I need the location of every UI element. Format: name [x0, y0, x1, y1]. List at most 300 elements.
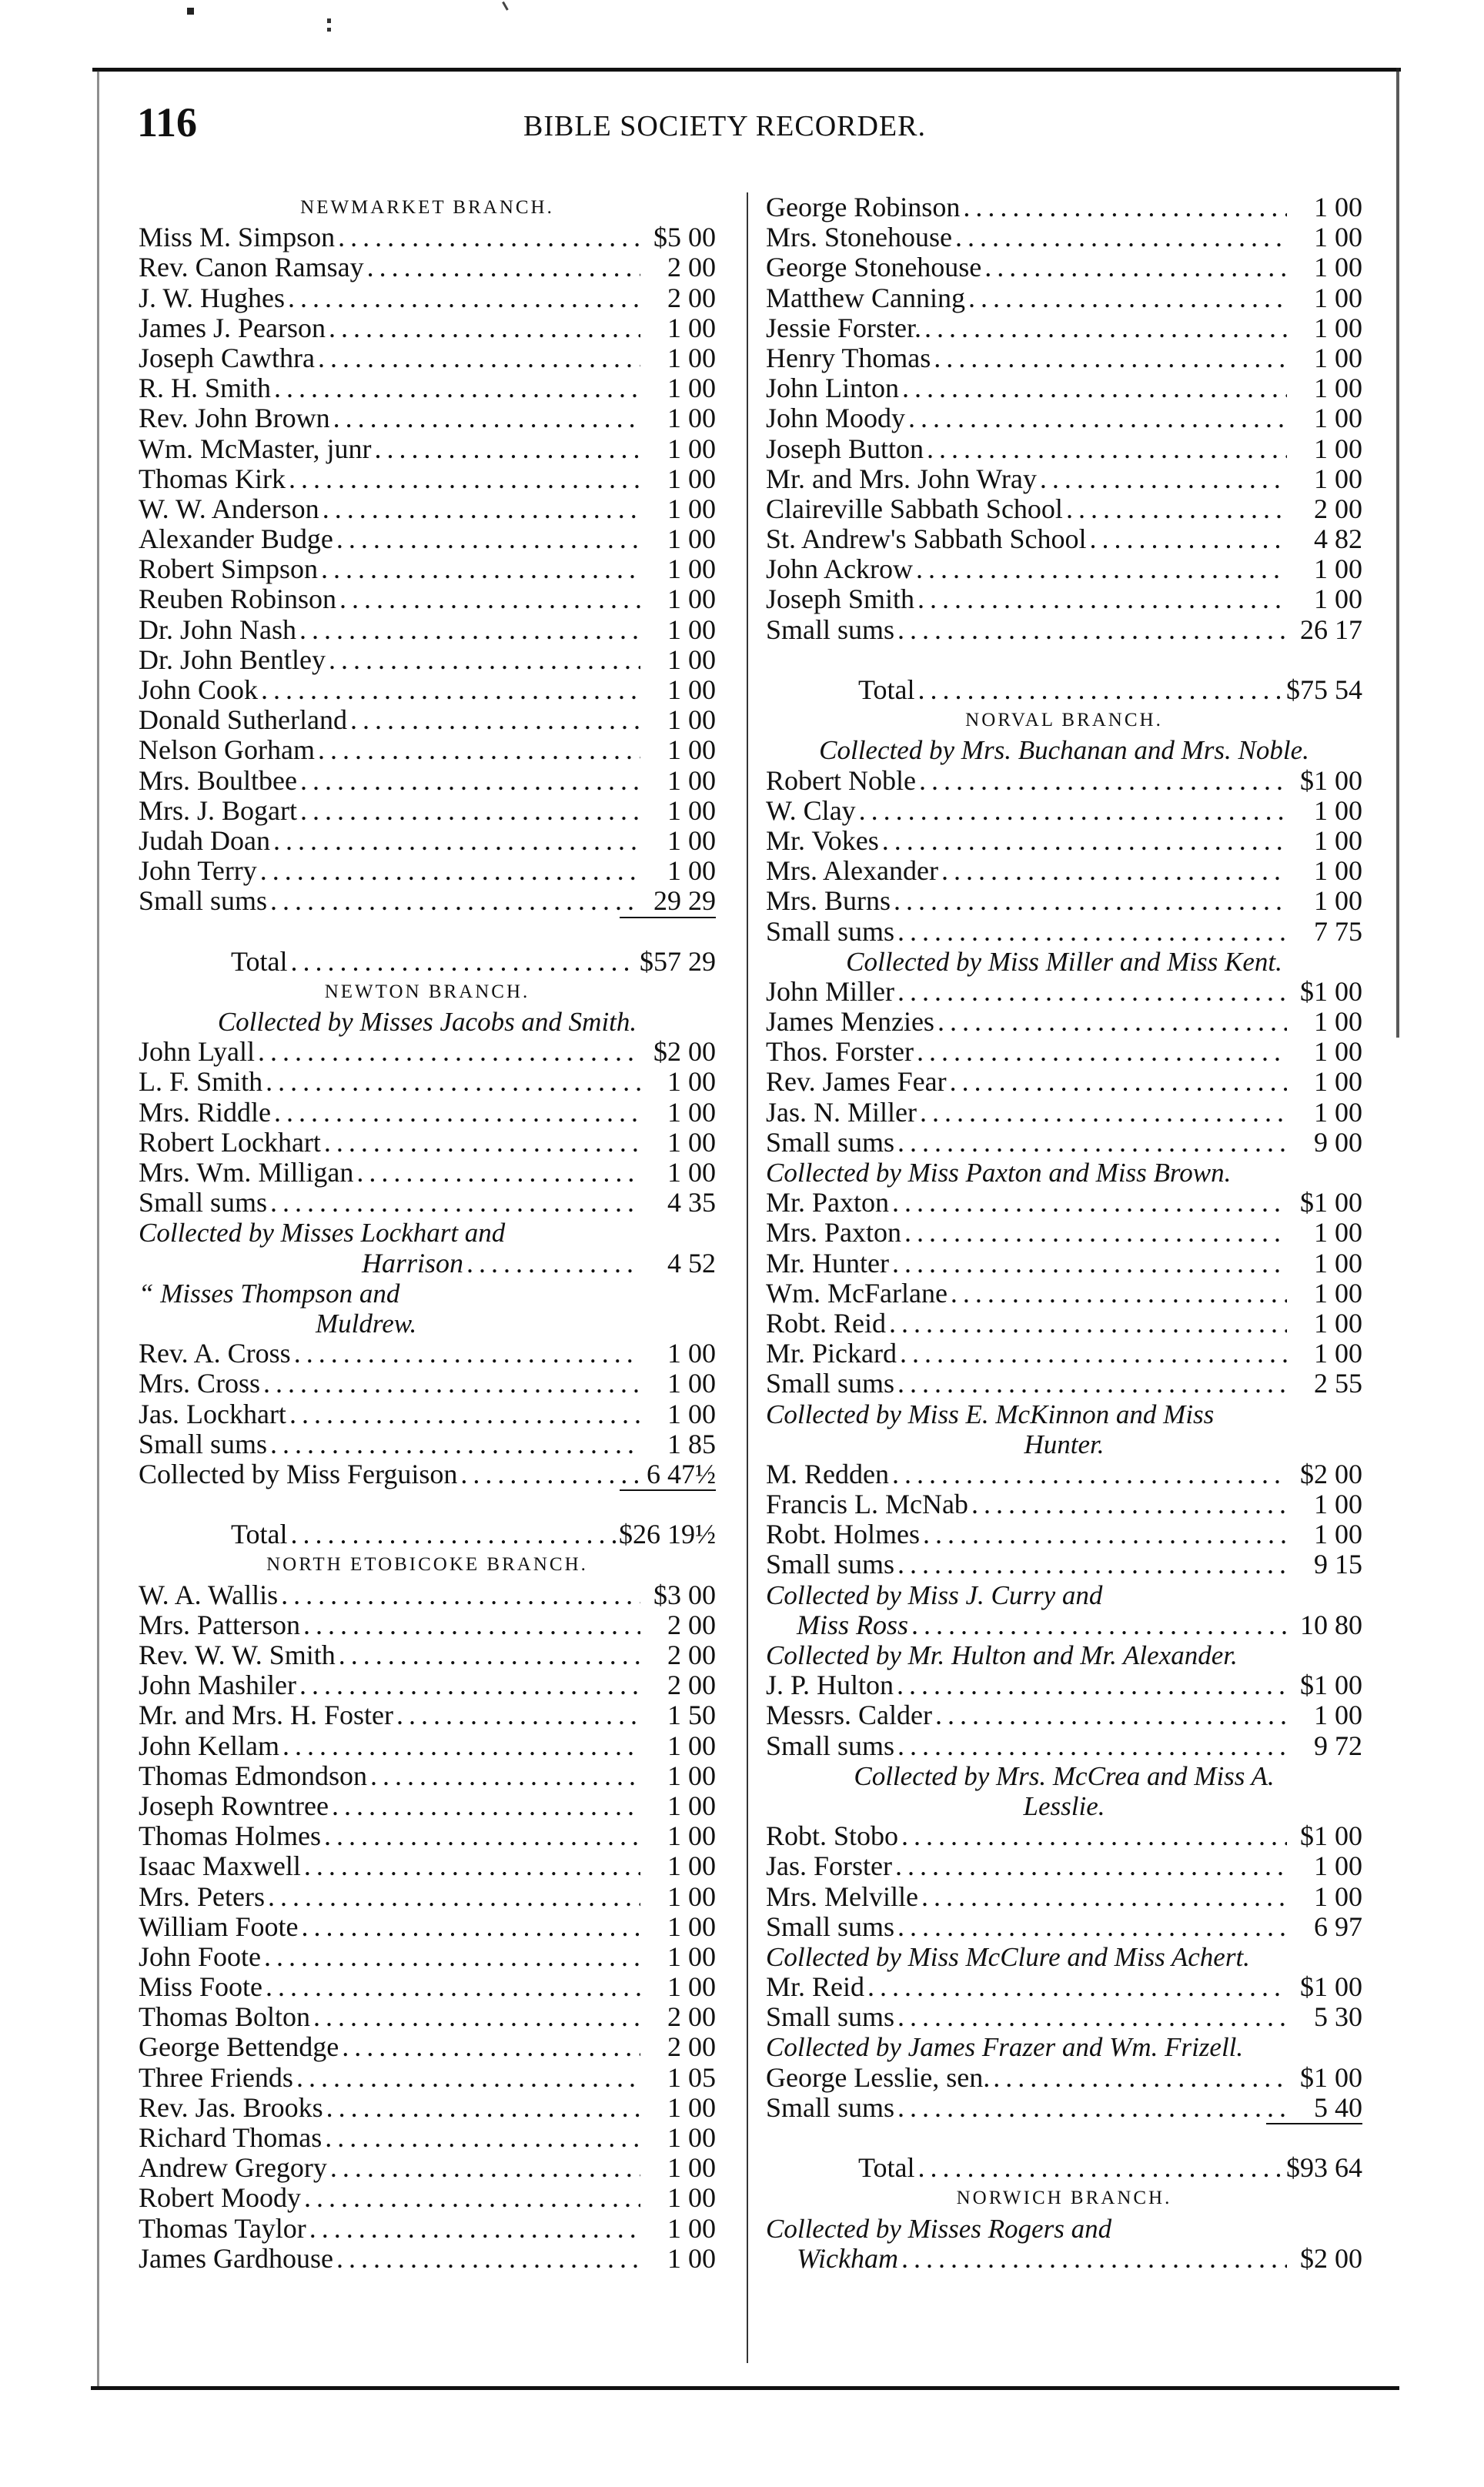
collector-note: Collected by Misses Lockhart and — [139, 1218, 506, 1249]
contribution-row — [766, 1037, 1362, 1067]
total-label: Total — [231, 945, 288, 977]
contribution-row — [766, 1218, 1362, 1248]
leader-dots — [302, 1912, 640, 1942]
collector-note: Collected by Miss E. McKinnon and Miss — [766, 1399, 1215, 1429]
contribution-row — [139, 1700, 716, 1730]
leader-dots — [318, 735, 640, 765]
leader-dots — [329, 645, 640, 675]
contribution-row — [766, 615, 1362, 645]
contribution-row — [766, 1309, 1362, 1339]
contribution-row — [139, 2153, 716, 2183]
contribution-amount: 10 80 — [1300, 1609, 1362, 1640]
contribution-amount: 1 00 — [667, 1940, 716, 1972]
contributor-name: George Robinson — [766, 192, 961, 222]
contribution-row — [139, 1912, 716, 1942]
contributor-name: Claireville Sabbath School — [766, 493, 1063, 524]
leader-dots — [924, 313, 1287, 343]
leader-dots — [304, 2183, 640, 2213]
total-row — [139, 947, 716, 977]
leader-dots — [318, 343, 640, 373]
leader-dots — [921, 1882, 1287, 1912]
contributor-name: James Menzies — [766, 1006, 934, 1038]
contribution-amount: $1 00 — [1300, 764, 1362, 796]
leader-dots — [901, 2244, 1287, 2274]
contributor-name: Mr. Reid — [766, 1971, 865, 2003]
contribution-row — [139, 1188, 716, 1218]
contributor-name: John Ackrow — [766, 553, 913, 585]
contribution-amount: 2 00 — [667, 282, 716, 313]
contributor-name: Robt. Holmes — [766, 1519, 921, 1550]
contributor-name: Rev. Jas. Brooks — [139, 2091, 323, 2123]
contributor-name: J. W. Hughes — [139, 282, 286, 313]
contribution-row — [139, 1459, 716, 1489]
contribution-row — [139, 1339, 716, 1369]
contribution-amount: 1 00 — [667, 1820, 716, 1852]
leader-dots — [920, 1098, 1287, 1128]
speck-mark — [502, 2, 509, 11]
contribution-amount: 1 00 — [667, 704, 716, 736]
contribution-amount: 1 00 — [667, 734, 716, 766]
contribution-row — [766, 252, 1362, 282]
contributor-name: Small sums — [139, 1428, 268, 1459]
total-amount: $93 64 — [1286, 2152, 1362, 2184]
running-head: BIBLE SOCIETY RECORDER. — [523, 110, 926, 142]
leader-dots — [917, 2153, 1283, 2183]
contribution-row — [139, 1851, 716, 1881]
leader-dots — [329, 313, 640, 343]
leader-dots — [268, 1882, 640, 1912]
contribution-amount: 1 50 — [667, 1700, 716, 1731]
contribution-row — [766, 1249, 1362, 1279]
leader-dots — [304, 1851, 640, 1881]
contribution-amount: 1 00 — [667, 794, 716, 826]
contribution-amount: 1 00 — [1314, 1217, 1362, 1249]
collector-note: “ Misses Thompson and — [139, 1278, 400, 1309]
contribution-row — [766, 192, 1362, 222]
contribution-amount: 2 00 — [1314, 493, 1362, 524]
contribution-amount: 1 00 — [1314, 342, 1362, 373]
contribution-row — [766, 826, 1362, 856]
leader-dots — [339, 584, 640, 614]
contributor-name: Three Friends — [139, 2061, 293, 2093]
total-amount: $57 29 — [640, 945, 716, 977]
leader-dots — [326, 2093, 640, 2123]
contributor-name: George Bettendge — [139, 2031, 339, 2063]
contributor-name: Alexander Budge — [139, 523, 333, 555]
contributor-name: Rev. John Brown — [139, 403, 330, 434]
speck-mark — [187, 8, 194, 15]
contribution-row — [766, 222, 1362, 252]
page-frame-top — [92, 68, 1401, 72]
contribution-amount: 1 85 — [667, 1428, 716, 1459]
contribution-amount: $1 00 — [1300, 2061, 1362, 2093]
contribution-row — [139, 1670, 716, 1700]
speck-mark — [327, 28, 331, 32]
leader-dots — [290, 1519, 616, 1549]
contribution-row — [766, 584, 1362, 614]
contributor-name: L. F. Smith — [139, 1066, 263, 1098]
contribution-amount: 1 00 — [1314, 1006, 1362, 1038]
leader-dots — [897, 917, 1287, 947]
total-amount: $26 19½ — [619, 1519, 716, 1550]
contributor-name: John Lyall — [139, 1036, 255, 1068]
contribution-amount: $2 00 — [1300, 2242, 1362, 2274]
contribution-row — [139, 1399, 716, 1429]
leader-dots — [892, 1249, 1287, 1279]
contribution-row — [766, 313, 1362, 343]
leader-dots — [889, 1309, 1287, 1339]
leader-dots — [897, 1549, 1287, 1579]
contributor-name: Robert Lockhart — [139, 1126, 321, 1158]
contributor-name: W. W. Anderson — [139, 493, 319, 524]
leader-dots — [356, 1158, 640, 1188]
leader-dots — [466, 1249, 640, 1279]
contribution-amount: 1 00 — [1314, 312, 1362, 343]
branch-heading: NORWICH BRANCH. — [956, 2188, 1172, 2209]
print-specks — [0, 0, 1484, 92]
contributor-name: Mrs. Stonehouse — [766, 222, 952, 253]
contribution-row — [766, 1519, 1362, 1549]
contribution-amount: 6 47½ — [647, 1458, 716, 1489]
leader-dots — [374, 434, 640, 464]
contribution-row — [139, 2002, 716, 2032]
contribution-amount: 1 00 — [667, 553, 716, 585]
contributor-name: Wickham — [797, 2242, 898, 2274]
contribution-row — [139, 1249, 716, 1279]
leader-dots — [273, 826, 640, 856]
contribution-amount: 1 00 — [1314, 1066, 1362, 1098]
page-frame-bottom — [91, 2386, 1399, 2390]
contribution-row — [766, 524, 1362, 554]
total-row — [766, 2153, 1362, 2183]
leader-dots — [299, 615, 640, 645]
contribution-row — [766, 796, 1362, 826]
collector-note: Collected by Mrs. Buchanan and Mrs. Noble. — [819, 735, 1309, 766]
contributor-name: Judah Doan — [139, 824, 270, 856]
leader-dots — [330, 2153, 640, 2183]
contributor-name: Jas. Lockhart — [139, 1398, 286, 1429]
contribution-amount: 4 52 — [667, 1247, 716, 1279]
contribution-row — [766, 1821, 1362, 1851]
leader-dots — [902, 373, 1287, 403]
total-label: Total — [858, 2152, 915, 2184]
leader-dots — [336, 524, 640, 554]
contributor-name: Mrs. J. Bogart — [139, 794, 297, 826]
contribution-amount: 1 00 — [1314, 794, 1362, 826]
contributor-name: Thomas Bolton — [139, 2001, 310, 2033]
contributor-name: Joseph Smith — [766, 583, 915, 615]
contribution-amount: 1 00 — [1314, 553, 1362, 585]
contribution-row — [766, 373, 1362, 403]
leader-dots — [289, 1399, 640, 1429]
contribution-amount: 1 00 — [1314, 1880, 1362, 1912]
contribution-row — [139, 886, 716, 916]
total-row — [766, 675, 1362, 705]
branch-heading: NORTH ETOBICOKE BRANCH. — [266, 1554, 588, 1576]
contribution-row — [139, 2032, 716, 2062]
contribution-row — [766, 1128, 1362, 1158]
contributor-name: George Stonehouse — [766, 252, 982, 283]
leader-dots — [263, 1369, 640, 1399]
leader-dots — [300, 796, 640, 826]
contribution-row — [766, 1459, 1362, 1489]
contribution-amount: 1 00 — [667, 2212, 716, 2244]
contribution-row — [139, 434, 716, 464]
contribution-amount: 1 00 — [667, 1910, 716, 1942]
contributor-name: Nelson Gorham — [139, 734, 315, 766]
leader-dots — [934, 343, 1287, 373]
contributor-name: Wm. McMaster, junr — [139, 433, 372, 464]
leader-dots — [941, 856, 1287, 886]
leader-dots — [333, 403, 640, 433]
contribution-amount: 1 00 — [1314, 824, 1362, 856]
contribution-amount: 2 00 — [667, 2031, 716, 2063]
collector-note: Muldrew. — [316, 1308, 417, 1339]
contribution-amount: 1 00 — [1314, 1850, 1362, 1882]
collector-note: Collected by Miss J. Curry and — [766, 1579, 1103, 1610]
leader-dots — [968, 283, 1287, 313]
contributor-name: Mrs. Patterson — [139, 1609, 300, 1640]
collector-note: Collected by Misses Rogers and — [766, 2213, 1112, 2244]
contribution-row — [139, 1128, 716, 1158]
contributor-name: St. Andrew's Sabbath School — [766, 523, 1087, 555]
contribution-row — [139, 1942, 716, 1972]
contributor-name: Small sums — [139, 1187, 268, 1218]
contributor-name: Mrs. Wm. Milligan — [139, 1157, 354, 1188]
contributor-name: Mr. and Mrs. H. Foster — [139, 1700, 393, 1731]
contributor-name: Mr. Hunter — [766, 1247, 889, 1279]
contribution-row — [139, 1369, 716, 1399]
contribution-amount: 1 00 — [1314, 222, 1362, 253]
contribution-row — [139, 735, 716, 765]
contributor-name: Rev. Canon Ramsay — [139, 252, 364, 283]
leader-dots — [270, 1188, 640, 1218]
leader-dots — [258, 1037, 640, 1067]
contribution-row — [766, 917, 1362, 947]
contribution-row — [139, 2214, 716, 2244]
contributor-name: Robt. Reid — [766, 1307, 887, 1339]
contribution-row — [139, 373, 716, 403]
contributor-name: Thomas Edmondson — [139, 1760, 367, 1791]
contribution-row — [139, 343, 716, 373]
leader-dots — [904, 1218, 1287, 1248]
leader-dots — [300, 766, 640, 796]
contribution-row — [766, 2063, 1362, 2093]
leader-dots — [294, 1339, 640, 1369]
leader-dots — [325, 2123, 640, 2153]
contributor-name: Mr. and Mrs. John Wray — [766, 463, 1037, 494]
contributor-name: James J. Pearson — [139, 312, 326, 343]
leader-dots — [901, 1821, 1287, 1851]
leader-dots — [274, 1098, 640, 1128]
contributor-name: Joseph Button — [766, 433, 924, 464]
contributor-name: Jas. N. Miller — [766, 1096, 917, 1128]
contribution-amount: 1 00 — [667, 855, 716, 887]
leader-dots — [935, 1700, 1287, 1730]
contribution-row — [139, 1761, 716, 1791]
contribution-row — [139, 524, 716, 554]
contributor-name: Mrs. Riddle — [139, 1096, 272, 1128]
contribution-amount: 1 00 — [1314, 433, 1362, 464]
contribution-row — [139, 283, 716, 313]
contribution-amount: 1 00 — [1314, 1247, 1362, 1279]
spacer-row — [766, 2123, 1362, 2153]
contribution-amount: 1 00 — [667, 2182, 716, 2214]
contributor-name: George Lesslie, sen. — [766, 2061, 991, 2093]
branch-heading: NEWMARKET BRANCH. — [300, 197, 554, 218]
leader-dots — [370, 1761, 640, 1791]
column-divider — [747, 192, 748, 2363]
leader-dots — [950, 1067, 1287, 1097]
contribution-row — [139, 1067, 716, 1097]
contribution-amount: 1 00 — [667, 1096, 716, 1128]
contribution-row — [139, 1429, 716, 1459]
total-label: Total — [858, 674, 915, 705]
collector-note: Lesslie. — [1023, 1790, 1105, 1821]
contribution-row — [766, 434, 1362, 464]
contribution-amount: $5 00 — [653, 222, 716, 253]
contributor-name: Messrs. Calder — [766, 1700, 932, 1731]
contribution-amount: $3 00 — [653, 1579, 716, 1610]
contribution-amount: $2 00 — [653, 1036, 716, 1068]
collector-note: Collected by Miss McClure and Miss Achert. — [766, 1941, 1250, 1972]
leader-dots — [984, 252, 1287, 282]
contributor-name: John Cook — [139, 674, 259, 705]
contributor-name: Thomas Kirk — [139, 463, 286, 494]
contribution-row — [766, 1369, 1362, 1399]
contribution-row — [139, 615, 716, 645]
contributor-name: Richard Thomas — [139, 2122, 323, 2153]
contributor-name: John Terry — [139, 855, 257, 887]
contribution-amount: 1 00 — [667, 2152, 716, 2184]
contributor-name: Mr. Pickard — [766, 1338, 897, 1369]
leader-dots — [917, 1037, 1287, 1067]
contribution-row — [766, 554, 1362, 584]
contribution-amount: 1 00 — [1314, 1277, 1362, 1309]
contributor-name: Robert Moody — [139, 2182, 301, 2214]
contributor-name: Mrs. Alexander — [766, 855, 938, 887]
contributor-name: Small sums — [766, 1126, 895, 1158]
contribution-row — [139, 2123, 716, 2153]
contribution-row — [766, 1339, 1362, 1369]
contributor-name: Francis L. McNab — [766, 1489, 968, 1520]
leader-dots — [927, 434, 1287, 464]
contribution-amount: 1 00 — [1314, 1519, 1362, 1550]
contribution-row — [139, 826, 716, 856]
contribution-row — [139, 1882, 716, 1912]
leader-dots — [971, 1489, 1287, 1519]
contribution-row — [766, 1007, 1362, 1037]
spacer-row — [139, 1489, 716, 1519]
contribution-row — [139, 705, 716, 735]
contribution-amount: 1 00 — [667, 643, 716, 675]
contribution-amount: 29 29 — [653, 885, 716, 917]
leader-dots — [460, 1459, 640, 1489]
contribution-amount: 1 00 — [667, 2242, 716, 2274]
contribution-amount: 1 00 — [1314, 855, 1362, 887]
leader-dots — [951, 1279, 1287, 1309]
contributor-name: Dr. John Nash — [139, 613, 296, 645]
contributor-name: R. H. Smith — [139, 373, 272, 404]
contribution-amount: 1 00 — [667, 1066, 716, 1098]
leader-dots — [894, 886, 1287, 916]
contribution-row — [766, 1882, 1362, 1912]
contributor-name: Dr. John Bentley — [139, 643, 326, 675]
contribution-amount: 1 00 — [1314, 1096, 1362, 1128]
contributor-name: Robt. Stobo — [766, 1820, 899, 1852]
contributor-name: Thos. Forster — [766, 1036, 914, 1068]
contributor-name: Small sums — [766, 2091, 895, 2123]
contribution-row — [766, 1972, 1362, 2002]
contribution-row — [139, 2063, 716, 2093]
contribution-amount: 1 00 — [667, 1398, 716, 1429]
contributor-name: Mrs. Boultbee — [139, 764, 297, 796]
contribution-row — [766, 403, 1362, 433]
leader-dots — [323, 494, 640, 524]
contribution-amount: 1 00 — [1314, 1307, 1362, 1339]
leader-dots — [897, 1731, 1287, 1761]
contribution-row — [139, 645, 716, 675]
spacer-row — [766, 645, 1362, 675]
contribution-row — [766, 1700, 1362, 1730]
leader-dots — [908, 403, 1287, 433]
contribution-amount: 2 00 — [667, 2001, 716, 2033]
contribution-amount: 2 00 — [667, 1609, 716, 1640]
contribution-amount: 1 00 — [667, 373, 716, 404]
leader-dots — [342, 2032, 640, 2062]
contribution-row — [766, 1670, 1362, 1700]
contributor-name: Mrs. Cross — [139, 1368, 261, 1399]
leader-dots — [260, 856, 640, 886]
contributor-name: Joseph Cawthra — [139, 342, 315, 373]
contribution-amount: $1 00 — [1300, 1187, 1362, 1218]
contribution-row — [766, 2093, 1362, 2123]
contributor-name: Isaac Maxwell — [139, 1850, 301, 1882]
leader-dots — [938, 1007, 1287, 1037]
contribution-row — [139, 1098, 716, 1128]
contribution-amount: 2 00 — [667, 252, 716, 283]
contribution-row — [139, 675, 716, 705]
leader-dots — [309, 2214, 640, 2244]
leader-dots — [324, 1128, 640, 1158]
contribution-amount: 2 00 — [667, 1670, 716, 1701]
leader-dots — [963, 192, 1287, 222]
spacer-row — [139, 917, 716, 947]
leader-dots — [892, 1459, 1287, 1489]
contribution-row — [139, 1731, 716, 1761]
leader-dots — [288, 283, 640, 313]
contributor-name: John Mashiler — [139, 1670, 296, 1701]
contributor-name: Small sums — [766, 1730, 895, 1761]
contribution-amount: 1 00 — [667, 1880, 716, 1912]
contribution-amount: 1 00 — [667, 1368, 716, 1399]
contribution-row — [139, 554, 716, 584]
contribution-amount: $1 00 — [1300, 1670, 1362, 1701]
contributor-name: Robert Simpson — [139, 553, 319, 585]
contribution-amount: 1 00 — [667, 1790, 716, 1821]
contributor-name: Jas. Forster — [766, 1850, 892, 1882]
contribution-amount: 9 72 — [1314, 1730, 1362, 1761]
leader-dots — [859, 796, 1287, 826]
contribution-amount: 1 00 — [667, 403, 716, 434]
leader-dots — [281, 1580, 640, 1610]
leader-dots — [897, 615, 1287, 645]
contribution-row — [139, 856, 716, 886]
contribution-amount: 2 55 — [1314, 1368, 1362, 1399]
contribution-amount: 1 00 — [667, 764, 716, 796]
contribution-row — [766, 977, 1362, 1007]
contribution-row — [766, 1279, 1362, 1309]
